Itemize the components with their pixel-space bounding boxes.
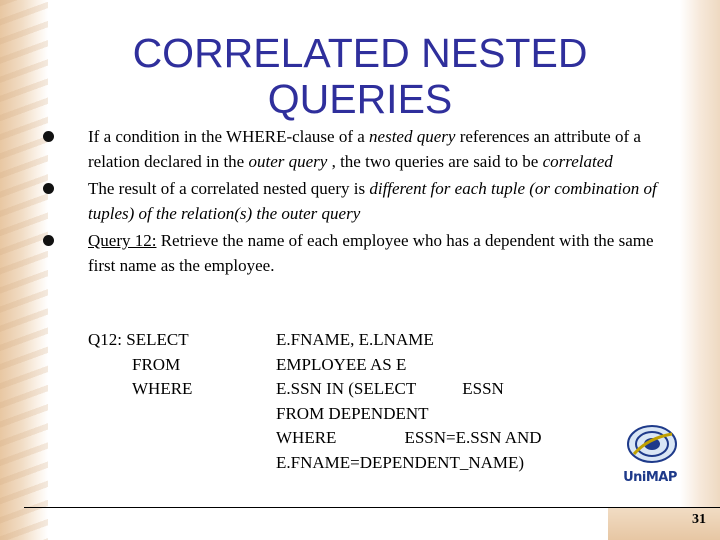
sql-keyword-where: WHERE bbox=[132, 379, 193, 398]
sql-subquery-where: WHERE bbox=[276, 428, 337, 447]
sql-keyword-select: Q12: SELECT bbox=[88, 330, 189, 349]
sql-from-list: EMPLOYEE AS E bbox=[276, 354, 407, 374]
bullet-dot-icon bbox=[43, 183, 54, 194]
sql-subquery-where-line bbox=[276, 426, 616, 451]
bullet-list bbox=[42, 125, 662, 281]
bullet-text: references an attribute of a relation declared in the bbox=[88, 127, 641, 171]
bullet-query-12 bbox=[42, 229, 662, 278]
query-label: Query 12: bbox=[88, 231, 157, 250]
sql-subquery-condition: ESSN=E.SSN AND bbox=[404, 428, 542, 447]
sql-value-column bbox=[276, 328, 616, 475]
bullet-result-difference bbox=[42, 177, 662, 226]
bullet-dot-icon bbox=[43, 235, 54, 246]
sql-keyword-column bbox=[88, 328, 278, 402]
sql-subquery-from: FROM DEPENDENT bbox=[276, 403, 429, 423]
bullet-correlated-definition bbox=[42, 125, 662, 174]
slide-title: CORRELATED NESTED QUERIES bbox=[132, 30, 588, 122]
bullet-emphasis: outer query bbox=[248, 151, 328, 171]
sql-subquery-condition-2: E.FNAME=DEPENDENT_NAME) bbox=[276, 452, 525, 472]
bullet-text: If a condition in the WHERE-clause of a bbox=[88, 127, 370, 146]
unimap-logo bbox=[620, 420, 680, 490]
sql-in-select: E.SSN IN (SELECT bbox=[276, 379, 417, 398]
sql-subquery-line bbox=[276, 377, 616, 402]
background-sand-left bbox=[0, 0, 48, 540]
bullet-dot-icon bbox=[43, 131, 54, 142]
bullet-text: , the two queries are said to be bbox=[327, 151, 543, 171]
unimap-logo-icon bbox=[620, 420, 680, 470]
bullet-emphasis: different for each tuple (or combination of tuples) of the relation(s) the outer query bbox=[88, 179, 657, 223]
bullet-text: The result of a correlated nested query is bbox=[88, 179, 370, 198]
page-number: 31 bbox=[692, 512, 706, 527]
bullet-text: Retrieve the name of each employee who has a dependent with the same first name as the employee. bbox=[88, 231, 654, 275]
sql-select-list: E.FNAME, E.LNAME bbox=[276, 330, 434, 349]
bullet-emphasis: nested query bbox=[369, 127, 456, 146]
bullet-emphasis: correlated bbox=[542, 151, 613, 171]
background-sand-right bbox=[680, 0, 720, 540]
sql-subquery-column: ESSN bbox=[462, 379, 504, 398]
sql-keyword-from: FROM bbox=[132, 354, 181, 374]
logo-text: UniMAP bbox=[623, 470, 677, 485]
